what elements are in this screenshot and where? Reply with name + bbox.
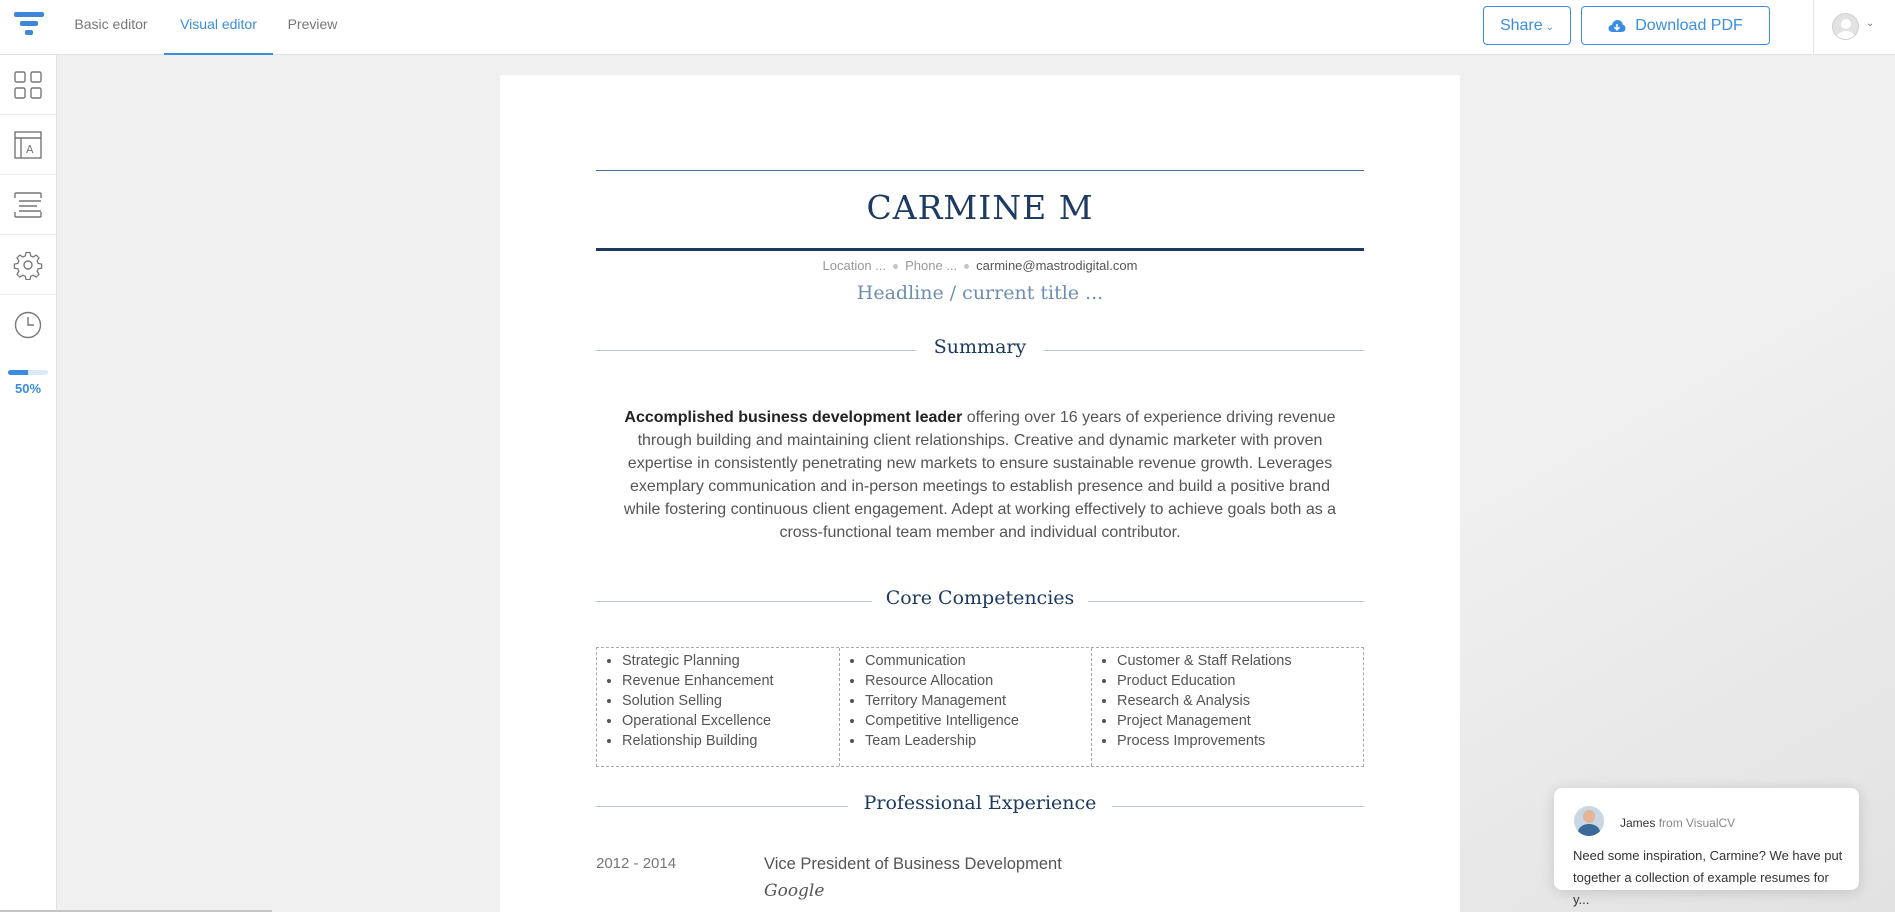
summary-body: offering over 16 years of experience driving revenue through building and maintaining client relationships. Creative and dynamic marketer with proven expertise in consistently penetrating new markets to ensure sustainable revenue growth. Leverages exemplary communication and in-person meetings to establish presence and build a positive brand while fostering continuous client engagement. Adept at working effectively to achieve goals both as a cross-functional team member and individual contributor. — [623, 409, 1337, 541]
experience-dates[interactable]: 2012 - 2014 — [596, 855, 677, 872]
template-icon — [13, 130, 43, 160]
chat-from: from VisualCV — [1658, 816, 1736, 830]
competency-item: • Operational Excellence — [622, 711, 839, 731]
progress-label: 50% — [14, 381, 42, 396]
sidebar-item-layout[interactable] — [0, 175, 56, 235]
competency-item: • Product Education — [1117, 671, 1363, 691]
section-divider — [596, 806, 848, 807]
section-divider — [1044, 350, 1364, 351]
contact-email[interactable]: carmine@mastrodigital.com — [976, 258, 1138, 273]
tab-preview[interactable]: Preview — [287, 16, 338, 32]
competency-item: • Relationship Building — [622, 731, 839, 751]
experience-company[interactable]: Google — [764, 881, 825, 901]
visualcv-logo-icon[interactable] — [14, 12, 44, 38]
section-divider — [596, 350, 916, 351]
section-title-core-competencies[interactable]: Core Competencies — [885, 587, 1075, 609]
section-title-professional-experience[interactable]: Professional Experience — [863, 792, 1097, 814]
cloud-download-icon — [1608, 19, 1626, 33]
competency-item: • Research & Analysis — [1117, 691, 1363, 711]
headline[interactable]: Headline / current title ... — [856, 282, 1104, 304]
competency-item: • Strategic Planning — [622, 651, 839, 671]
competency-item: • Customer & Staff Relations — [1117, 651, 1363, 671]
competencies-column — [1092, 648, 1363, 766]
share-button[interactable] — [1483, 6, 1571, 45]
competency-item: • Team Leadership — [865, 731, 1091, 751]
competency-item: • Revenue Enhancement — [622, 671, 839, 691]
competency-item: • Resource Allocation — [865, 671, 1091, 691]
tab-visual-editor[interactable]: Visual editor — [164, 0, 273, 55]
tab-basic-editor[interactable]: Basic editor — [74, 16, 148, 32]
summary-text[interactable] — [622, 406, 1338, 544]
chat-message: Need some inspiration, Carmine? We have put together a collection of example resumes for y... — [1573, 848, 1843, 907]
sidebar-item-settings[interactable] — [0, 235, 56, 295]
section-divider — [1112, 806, 1364, 807]
gear-icon — [13, 250, 43, 280]
competency-item: • Project Management — [1117, 711, 1363, 731]
section-divider — [596, 601, 872, 602]
header-bottom-rule — [596, 248, 1364, 251]
chat-popup[interactable] — [1554, 788, 1859, 907]
chat-sender: James — [1620, 816, 1656, 830]
chat-header — [1620, 816, 1735, 830]
competencies-column — [597, 648, 840, 766]
competency-item: • Competitive Intelligence — [865, 711, 1091, 731]
section-divider — [1088, 601, 1364, 602]
contact-line — [596, 258, 1364, 273]
competency-item: • Communication — [865, 651, 1091, 671]
experience-title[interactable]: Vice President of Business Development — [764, 855, 1062, 873]
competency-item: • Process Improvements — [1117, 731, 1363, 751]
header-top-rule — [596, 170, 1364, 171]
completion-progress — [8, 370, 48, 396]
separator-dot — [893, 264, 898, 269]
sidebar-item-history[interactable] — [0, 295, 56, 355]
grid-icon — [13, 70, 43, 100]
download-pdf-label: Download PDF — [1635, 16, 1743, 34]
sidebar-item-templates[interactable] — [0, 115, 56, 175]
section-title-summary[interactable]: Summary — [933, 336, 1027, 358]
contact-location[interactable]: Location ... — [822, 258, 887, 273]
user-menu[interactable] — [1813, 0, 1895, 55]
summary-lead: Accomplished business development leader — [624, 409, 963, 426]
layout-icon — [13, 190, 43, 220]
download-pdf-button[interactable] — [1581, 6, 1770, 45]
svg-text:A: A — [26, 142, 34, 156]
sidebar-item-sections[interactable] — [0, 55, 56, 115]
competencies-column — [840, 648, 1092, 766]
competency-item: • Territory Management — [865, 691, 1091, 711]
progress-bar-fill — [8, 370, 28, 375]
progress-bar — [8, 370, 48, 375]
top-bar — [0, 0, 1895, 55]
share-button-label: Share — [1499, 16, 1543, 34]
competency-item: • Solution Selling — [622, 691, 839, 711]
competencies-table[interactable] — [596, 647, 1364, 767]
left-sidebar — [0, 55, 57, 912]
chevron-down-icon: ⌄ — [1545, 21, 1555, 33]
agent-avatar — [1574, 806, 1604, 836]
clock-icon — [13, 310, 43, 340]
contact-phone[interactable]: Phone ... — [905, 258, 958, 273]
resume-name[interactable]: CARMINE M — [866, 188, 1094, 227]
chevron-down-icon: ⌄ — [1866, 18, 1875, 29]
separator-dot — [964, 264, 969, 269]
user-avatar-icon[interactable] — [1832, 13, 1859, 40]
